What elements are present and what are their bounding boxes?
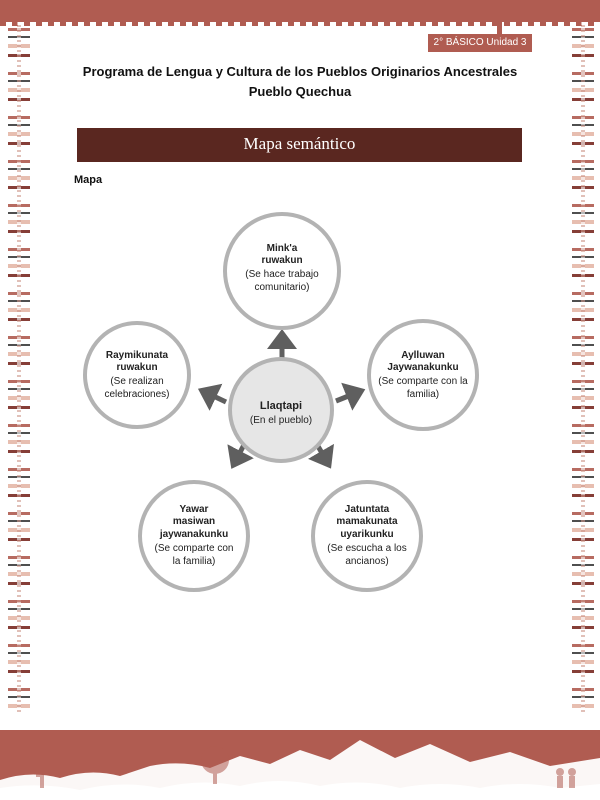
top-node xyxy=(225,214,339,328)
bottom-right-node-translation-1: (Se escucha a los xyxy=(327,543,407,554)
bottom-left-node-translation-1: (Se comparte con xyxy=(154,543,234,554)
top-node-translation-2: comunitario) xyxy=(254,282,310,293)
bottom-left-node-title-3: jaywanakunku xyxy=(159,529,229,540)
top-node-title-2: ruwakun xyxy=(261,255,303,266)
program-title: Programa de Lengua y Cultura de los Pueblos Originarios Ancestrales xyxy=(82,64,518,79)
grade-unit-badge: 2° BÁSICO Unidad 3 xyxy=(428,34,532,52)
bottom-right-node-title-2: mamakunata xyxy=(336,516,398,527)
left-node-title-2: ruwakun xyxy=(116,362,158,373)
bottom-right-node-title-1: Jatuntata xyxy=(344,504,390,515)
section-banner: Mapa semántico xyxy=(77,128,522,162)
section-label: Mapa xyxy=(74,174,103,186)
people-subtitle: Pueblo Quechua xyxy=(248,84,352,99)
left-node xyxy=(85,323,189,427)
left-node-title-1: Raymikunata xyxy=(105,350,169,361)
top-node-title-1: Mink'a xyxy=(266,243,298,254)
arrow-to-right xyxy=(336,393,356,401)
bottom-left-node-title-2: masiwan xyxy=(172,516,216,527)
center-node xyxy=(230,359,332,461)
center-node-translation: (En el pueblo) xyxy=(249,415,313,426)
top-node-translation-1: (Se hace trabajo xyxy=(245,269,319,280)
bottom-left-node-title-1: Yawar xyxy=(179,504,209,515)
bottom-right-node-title-3: uyarikunku xyxy=(340,529,394,540)
right-node xyxy=(369,321,477,429)
right-node-title-2: Jaywanakunku xyxy=(387,362,459,373)
bottom-landscape-illustration xyxy=(0,730,600,800)
right-node-translation-2: familia) xyxy=(406,389,440,400)
left-node-translation-2: celebraciones) xyxy=(104,389,170,400)
center-node-title: Llaqtapi xyxy=(259,400,303,412)
right-node-translation-1: (Se comparte con la xyxy=(378,376,468,387)
bottom-left-node-translation-2: la familia) xyxy=(172,556,216,567)
right-node-title-1: Aylluwan xyxy=(401,350,445,361)
bottom-left-node xyxy=(140,482,248,590)
bottom-right-node-translation-2: ancianos) xyxy=(345,556,389,567)
bottom-right-node xyxy=(313,482,421,590)
arrow-to-left xyxy=(207,393,226,402)
left-node-translation-1: (Se realizan xyxy=(110,376,164,387)
